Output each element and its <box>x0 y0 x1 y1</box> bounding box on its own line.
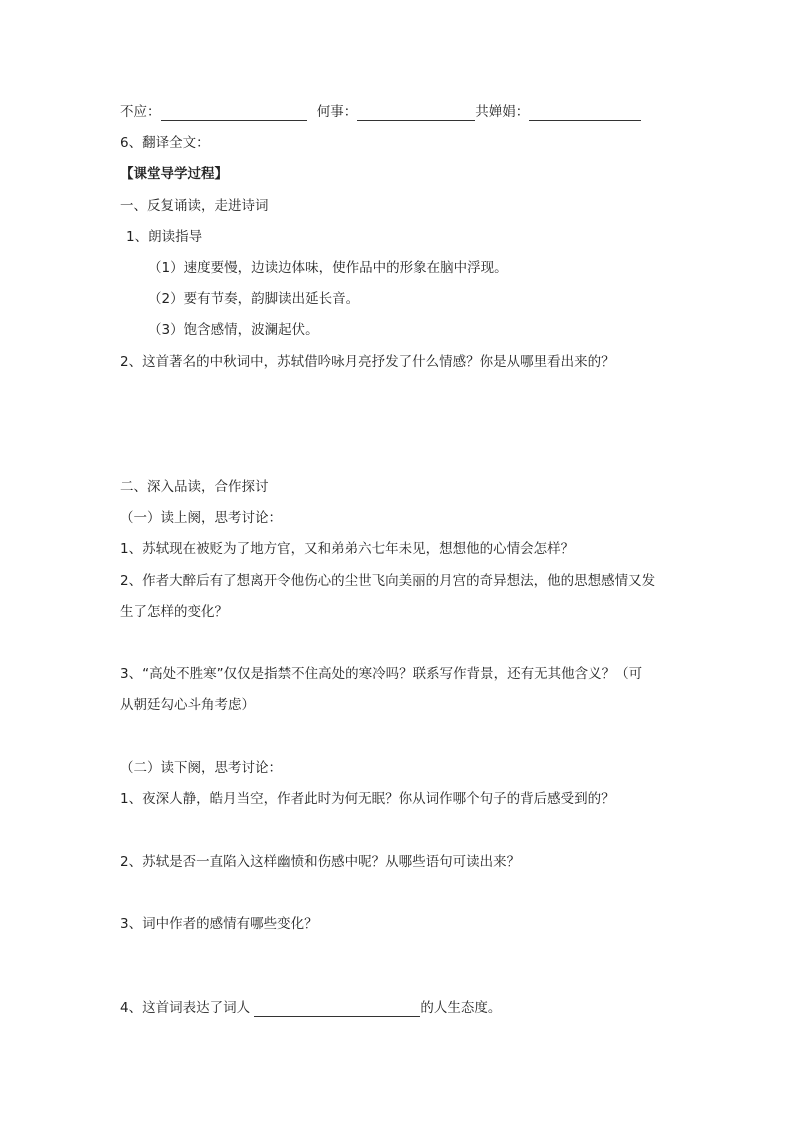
q4-suffix: 的人生态度。 <box>420 1000 502 1016</box>
blank-buying[interactable] <box>161 106 307 121</box>
upper-question-3-line2: 从朝廷勾心斗角考虑） <box>120 697 255 713</box>
part2-heading: 二、深入品读，合作探讨 <box>120 479 269 495</box>
reading-tip-2: （2）要有节奏，韵脚读出延长音。 <box>148 291 360 307</box>
section-title: 【课堂导学过程】 <box>120 166 228 182</box>
upper-question-3-line1: 3、“高处不胜寒”仅仅是指禁不住高处的寒冷吗？联系写作背景，还有无其他含义？（可 <box>120 666 643 682</box>
blank-gongchanjuan[interactable] <box>529 106 641 121</box>
question-6: 6、翻译全文： <box>120 135 210 151</box>
part1-item2: 2、这首著名的中秋词中，苏轼借吟咏月亮抒发了什么情感？你是从哪里看出来的？ <box>120 354 615 370</box>
label-gongchanjuan: 共婵娟： <box>475 104 530 120</box>
blank-life-attitude[interactable] <box>254 1002 420 1017</box>
reading-tip-1: （1）速度要慢，边读边体味，使作品中的形象在脑中浮现。 <box>148 260 508 276</box>
reading-tip-3: （3）饱含感情，波澜起伏。 <box>148 322 319 338</box>
part1-item1: 1、朗读指导 <box>126 229 203 245</box>
lower-stanza-heading: （二）读下阕，思考讨论： <box>120 760 282 776</box>
part1-heading: 一、反复诵读，走进诗词 <box>120 198 269 214</box>
upper-question-1: 1、苏轼现在被贬为了地方官，又和弟弟六七年未见，想想他的心情会怎样？ <box>120 541 575 557</box>
q4-prefix: 4、这首词表达了词人 <box>120 1000 251 1016</box>
blank-heshi[interactable] <box>357 106 475 121</box>
fill-in-line <box>120 103 641 121</box>
upper-question-2-line2: 生了怎样的变化？ <box>120 604 228 620</box>
label-heshi: 何事： <box>316 104 358 120</box>
upper-stanza-heading: （一）读上阕，思考讨论： <box>120 510 282 526</box>
lower-question-1: 1、夜深人静，皓月当空，作者此时为何无眠？你从词作哪个句子的背后感受到的？ <box>120 791 615 807</box>
lower-question-3: 3、词中作者的感情有哪些变化？ <box>120 916 318 932</box>
label-buying: 不应： <box>120 104 161 120</box>
lower-question-2: 2、苏轼是否一直陷入这样幽愤和伤感中呢？从哪些语句可读出来？ <box>120 854 521 870</box>
upper-question-2-line1: 2、作者大醉后有了想离开令他伤心的尘世飞向美丽的月宫的奇异想法，他的思想感情又发 <box>120 573 656 589</box>
lower-question-4 <box>120 999 501 1017</box>
